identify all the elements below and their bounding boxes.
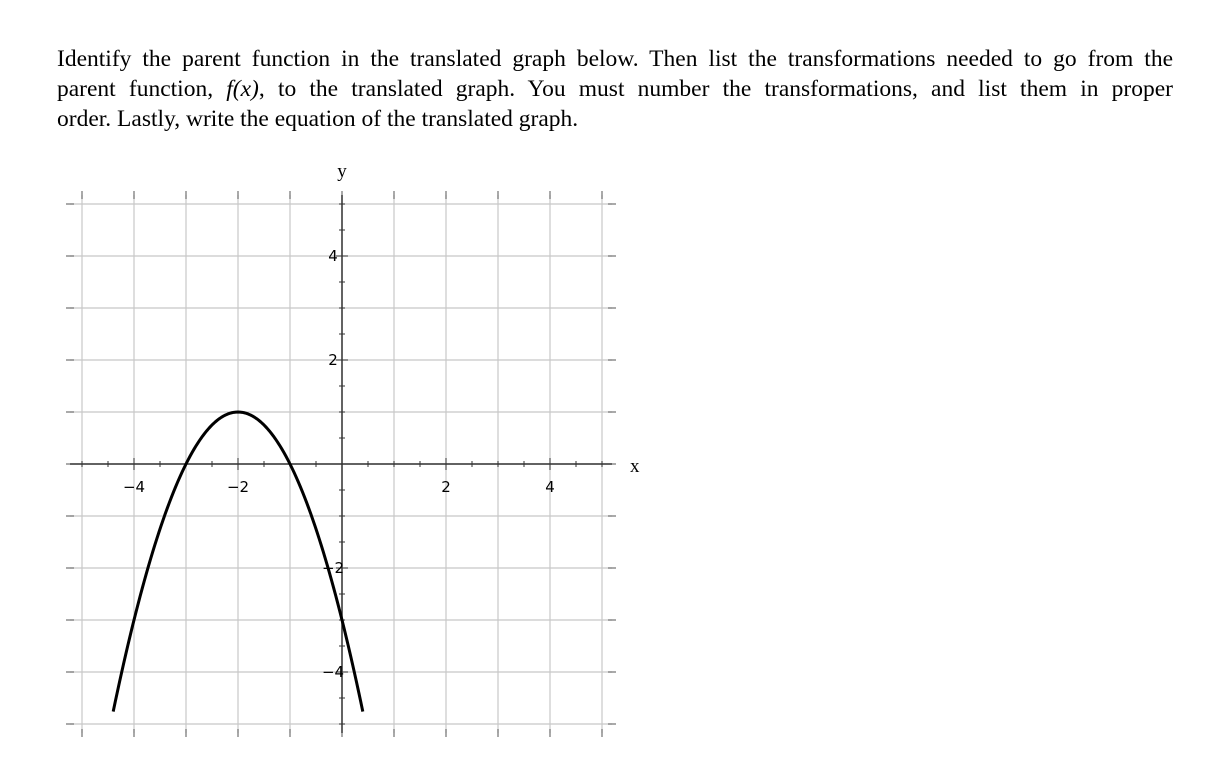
question-line-3: order. Lastly, write the equation of the translated graph. <box>57 106 579 132</box>
x-tick-label: 2 <box>441 478 451 496</box>
y-tick-label: 4 <box>328 247 338 265</box>
x-tick-label: −4 <box>122 478 146 496</box>
function-notation: f(x) <box>226 76 259 102</box>
tick-labels <box>123 161 640 681</box>
y-tick-label: −2 <box>321 559 345 577</box>
y-tick-label: −4 <box>321 663 345 681</box>
question-line-2-end: , to the translated graph. You must number the transformations, and list them in proper <box>258 76 1174 102</box>
question-line-1: Identify the parent function in the translated graph below. Then list the transformations needed to go from the <box>57 46 1173 72</box>
x-tick-label: −2 <box>226 478 250 496</box>
y-axis-label: y <box>337 161 347 182</box>
axes <box>70 195 612 733</box>
x-tick-label: 4 <box>545 478 555 496</box>
y-tick-label: 2 <box>328 351 338 369</box>
question-line-2-start: parent function, <box>57 76 227 102</box>
x-axis-label: x <box>630 456 640 477</box>
